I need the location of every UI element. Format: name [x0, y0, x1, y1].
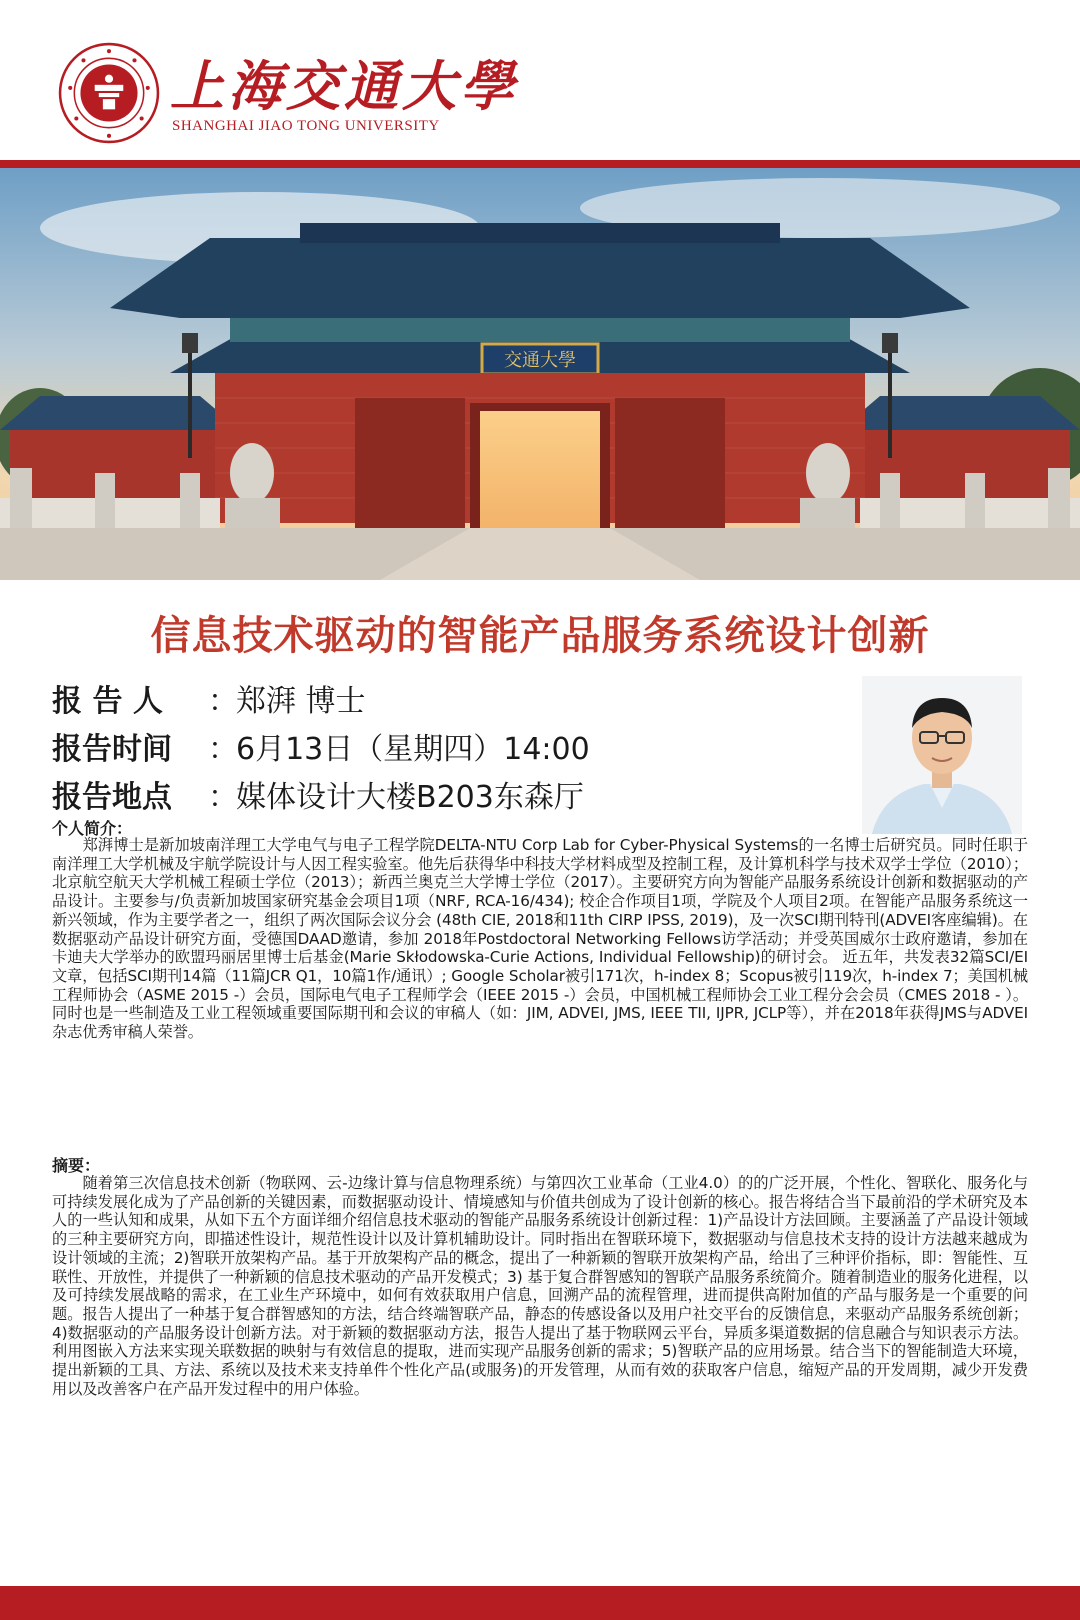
university-name-cn: 上海交通大學 — [170, 54, 518, 118]
speaker-label: 报 告 人 — [52, 684, 163, 719]
talk-title: 信息技术驱动的智能产品服务系统设计创新 — [150, 613, 930, 659]
separator: ： — [208, 780, 238, 815]
separator: ： — [208, 684, 238, 719]
university-name-en: SHANGHAI JIAO TONG UNIVERSITY — [172, 118, 440, 134]
header-rule — [0, 160, 1080, 168]
speaker-line — [52, 676, 366, 720]
venue-value: 媒体设计大楼B203东森厅 — [236, 780, 584, 815]
header — [0, 0, 1080, 160]
time-line — [52, 724, 590, 768]
bio-label: 个人简介： — [52, 819, 133, 838]
venue-line — [52, 772, 584, 816]
time-label: 报告时间 — [52, 732, 172, 767]
abstract-text: 随着第三次信息技术创新（物联网、云-边缘计算与信息物理系统）与第四次工业革命（工业4.0）的的广泛开展，个性化、智联化、服务化与可持续发展化成为了产品创新的关键因素，而数据驱动设计、情境感知与价值共创成为了设计创新的核心。报告将结合当下最前沿的学术研究及本人的一些认知和成果，从如下五个方面详细介绍信息技术驱动的智能产品服务系统设计创新过程：1)产品设计方法回顾。主要涵盖了产品设计领域的三种主要研究方向，即描述性设计，规范性设计以及计算机辅助设计。同时指出在智联环境下，数据驱动与信息技术支持的设计方法越来越成为设计领域的主流；2)智联开放架构产品。基于开放架构产品的概念，提出了一种新颖的智联开放架构产品，给出了三种评价指标，即：智能性、互联性、开放性，并提供了一种新颖的信息技术驱动的产品开发模式；3) 基于复合群智感知的智联产品服务系统简介。随着制造业的服务化进程，以及可持续发展战略的需求，在工业生产环境中，如何有效获取用户信息，回溯产品的流程管理，进而提供高附加值的产品与服务是一个重要的问题。报告人提出了一种基于复合群智感知的方法，结合终端智联产品，静态的传感设备以及用户社交平台的反馈信息，来驱动产品服务系统创新；4)数据驱动的产品服务设计创新方法。对于新颖的数据驱动方法，报告人提出了基于物联网云平台，异质多渠道数据的信息融合与知识表示方法。利用图嵌入方法来实现关联数据的映射与有效信息的提取，进而实现产品服务创新的需求；5)智联产品的应用场景。结合当下的智能制造大环境，提出新颖的工具、方法、系统以及技术来支持单件个性化产品(或服务)的开发管理，从而有效的获取客户信息，缩短产品的开发周期，减少开发费用以及改善客户在产品开发过程中的用户体验。 — [52, 1174, 1028, 1398]
abstract-label: 摘要： — [52, 1156, 101, 1175]
separator: ： — [208, 732, 238, 767]
speaker-photo — [862, 676, 1022, 834]
campus-gate-photo — [0, 168, 1080, 580]
speaker-value: 郑湃 博士 — [236, 684, 366, 719]
footer-bar — [0, 1586, 1080, 1620]
time-value: 6月13日（星期四）14:00 — [236, 732, 590, 767]
gate-plaque-text: 交通大學 — [504, 350, 576, 371]
venue-label: 报告地点 — [52, 780, 172, 815]
university-seal-logo — [58, 42, 160, 144]
bio-text: 郑湃博士是新加坡南洋理工大学电气与电子工程学院DELTA-NTU Corp Lab for Cyber-Physical Systems的一名博士后研究员。同时任职于南洋理工大学机械及宇航学院设计与人因工程实验室。他先后获得华中科技大学材料成型及控制工程，及计算机科学与技术双学士学位（2010）；北京航空航天大学机械工程硕士学位（2013）；新西兰奥克兰大学博士学位（2017）。主要研究方向为智能产品服务系统设计创新和数据驱动的产品设计。主要参与/负责新加坡国家研究基金会项目1项（NRF, RCA-16/434); 校企合作项目1项，学院及个人项目2项。在智能产品服务系统这一新兴领域，作为主要学者之一，组织了两次国际会议分会 (48th CIE, 2018和11th CIRP IPSS, 2019)，及一次SCI期刊特刊(ADVEI客座编辑)。在数据驱动产品设计研究方面，受德国DAAD邀请，参加 2018年Postdoctoral Networking Fellows访学活动；并受英国威尔士政府邀请，参加在卡迪夫大学举办的欧盟玛丽居里博士后基金(Marie Skłodowska-Curie Actions, Individual Fellowship)的研讨会。 近五年，共发表32篇SCI/EI文章，包括SCI期刊14篇（11篇JCR Q1，10篇1作/通讯）; Google Scholar被引171次，h-index 8；Scopus被引119次，h-index 7；美国机械工程师协会（ASME 2015 -）会员，国际电气电子工程师学会（IEEE 2015 -）会员，中国机械工程师协会工业工程分会会员（CMES 2018 - ）。同时也是一些制造及工业工程领域重要国际期刊和会议的审稿人（如：JIM, ADVEI, JMS, IEEE TII, IJPR, JCLP等），并在2018年获得JMS与ADVEI杂志优秀审稿人荣誉。 — [52, 836, 1028, 1042]
